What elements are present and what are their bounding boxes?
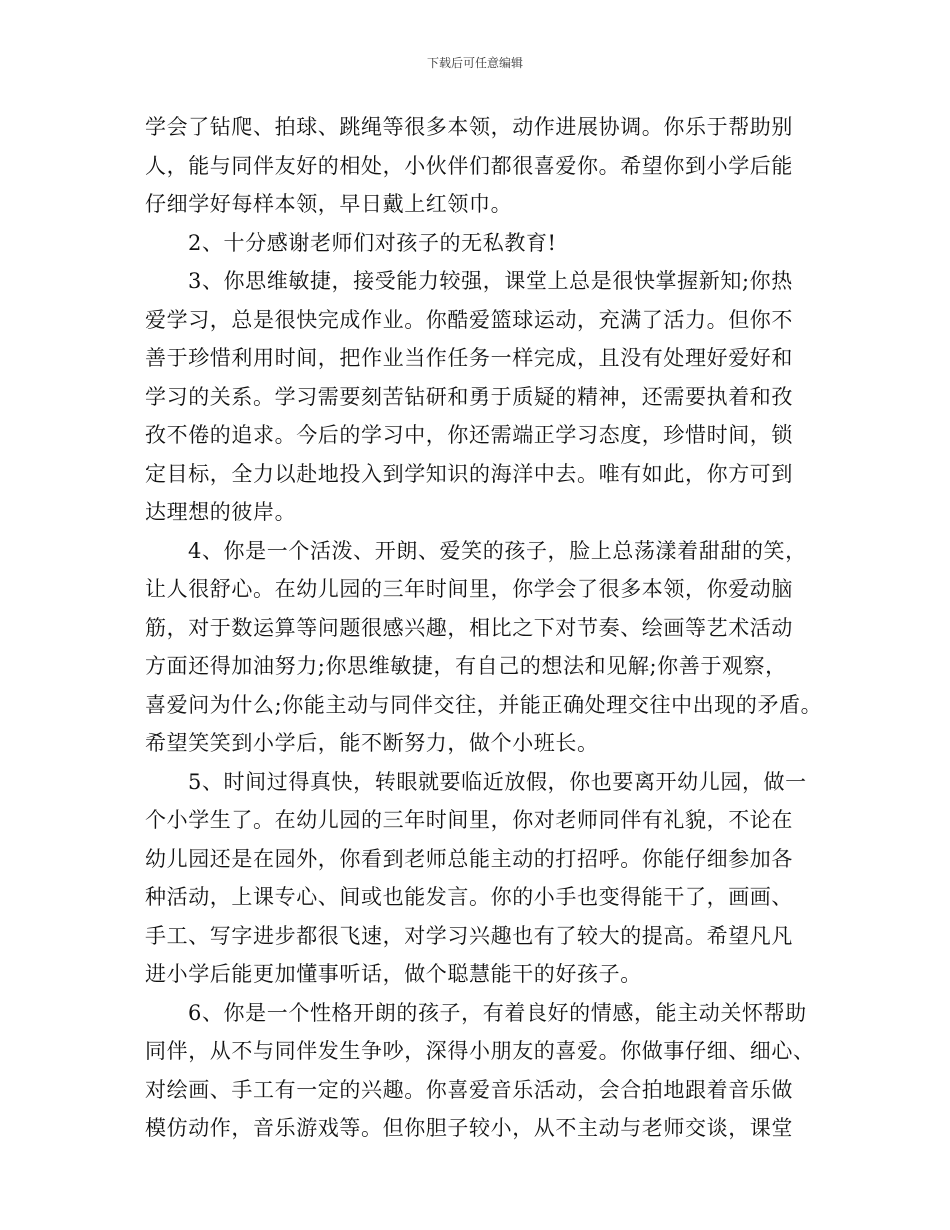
text-line: 进小学后能更加懂事听话，做个聪慧能干的好孩子。 (145, 962, 642, 986)
text-line: 个小学生了。在幼儿园的三年时间里，你对老师同伴有礼貌，不论在 (145, 808, 793, 832)
text-line: 达理想的彼岸。 (145, 500, 297, 524)
text-line: 方面还得加油努力;你思维敏捷，有自己的想法和见解;你善于观察， (145, 654, 787, 678)
paragraph-start-line: 2、十分感谢老师们对孩子的无私教育! (188, 231, 557, 255)
text-line: 希望笑笑到小学后，能不断努力，做个小班长。 (145, 731, 599, 755)
text-line: 善于珍惜利用时间，把作业当作任务一样完成，且没有处理好爱好和 (145, 346, 793, 370)
paragraph-start-line: 6、你是一个性格开朗的孩子，有着良好的情感，能主动关怀帮助 (188, 1001, 807, 1025)
text-line: 对绘画、手工有一定的兴趣。你喜爱音乐活动，会合拍地跟着音乐做 (145, 1078, 793, 1102)
text-line: 喜爱问为什么;你能主动与同伴交往，并能正确处理交往中出现的矛盾。 (145, 693, 823, 717)
text-line: 孜不倦的追求。今后的学习中，你还需端正学习态度，珍惜时间，锁 (145, 423, 793, 447)
text-line: 幼儿园还是在园外，你看到老师总能主动的打招呼。你能仔细参加各 (145, 847, 793, 871)
text-line: 人，能与同伴友好的相处，小伙伴们都很喜爱你。希望你到小学后能 (145, 154, 793, 178)
text-line: 筋，对于数运算等问题很感兴趣，相比之下对节奏、绘画等艺术活动 (145, 616, 793, 640)
text-line: 同伴，从不与同伴发生争吵，深得小朋友的喜爱。你做事仔细、细心、 (145, 1039, 815, 1063)
text-line: 仔细学好每样本领，早日戴上红领巾。 (145, 192, 513, 216)
text-line: 模仿动作，音乐游戏等。但你胆子较小，从不主动与老师交谈，课堂 (145, 1116, 793, 1140)
paragraph-start-line: 4、你是一个活泼、开朗、爱笑的孩子，脸上总荡漾着甜甜的笑， (188, 539, 807, 563)
paragraph-start-line: 3、你思维敏捷，接受能力较强，课堂上总是很快掌握新知;你热 (188, 269, 793, 293)
text-line: 种活动，上课专心、间或也能发言。你的小手也变得能干了，画画、 (145, 885, 793, 909)
text-line: 定目标，全力以赴地投入到学知识的海洋中去。唯有如此，你方可到 (145, 462, 793, 486)
text-line: 让人很舒心。在幼儿园的三年时间里，你学会了很多本领，你爱动脑 (145, 577, 793, 601)
page-header: 下载后可任意编辑 (426, 56, 523, 70)
text-line: 学会了钻爬、拍球、跳绳等很多本领，动作进展协调。你乐于帮助别 (145, 115, 793, 139)
text-line: 学习的关系。学习需要刻苦钻研和勇于质疑的精神，还需要执着和孜 (145, 385, 793, 409)
paragraph-start-line: 5、时间过得真快，转眼就要临近放假，你也要离开幼儿园，做一 (188, 770, 807, 794)
text-line: 手工、写字进步都很飞速，对学习兴趣也有了较大的提高。希望凡凡 (145, 924, 793, 948)
text-line: 爱学习，总是很快完成作业。你酷爱篮球运动，充满了活力。但你不 (145, 308, 793, 332)
